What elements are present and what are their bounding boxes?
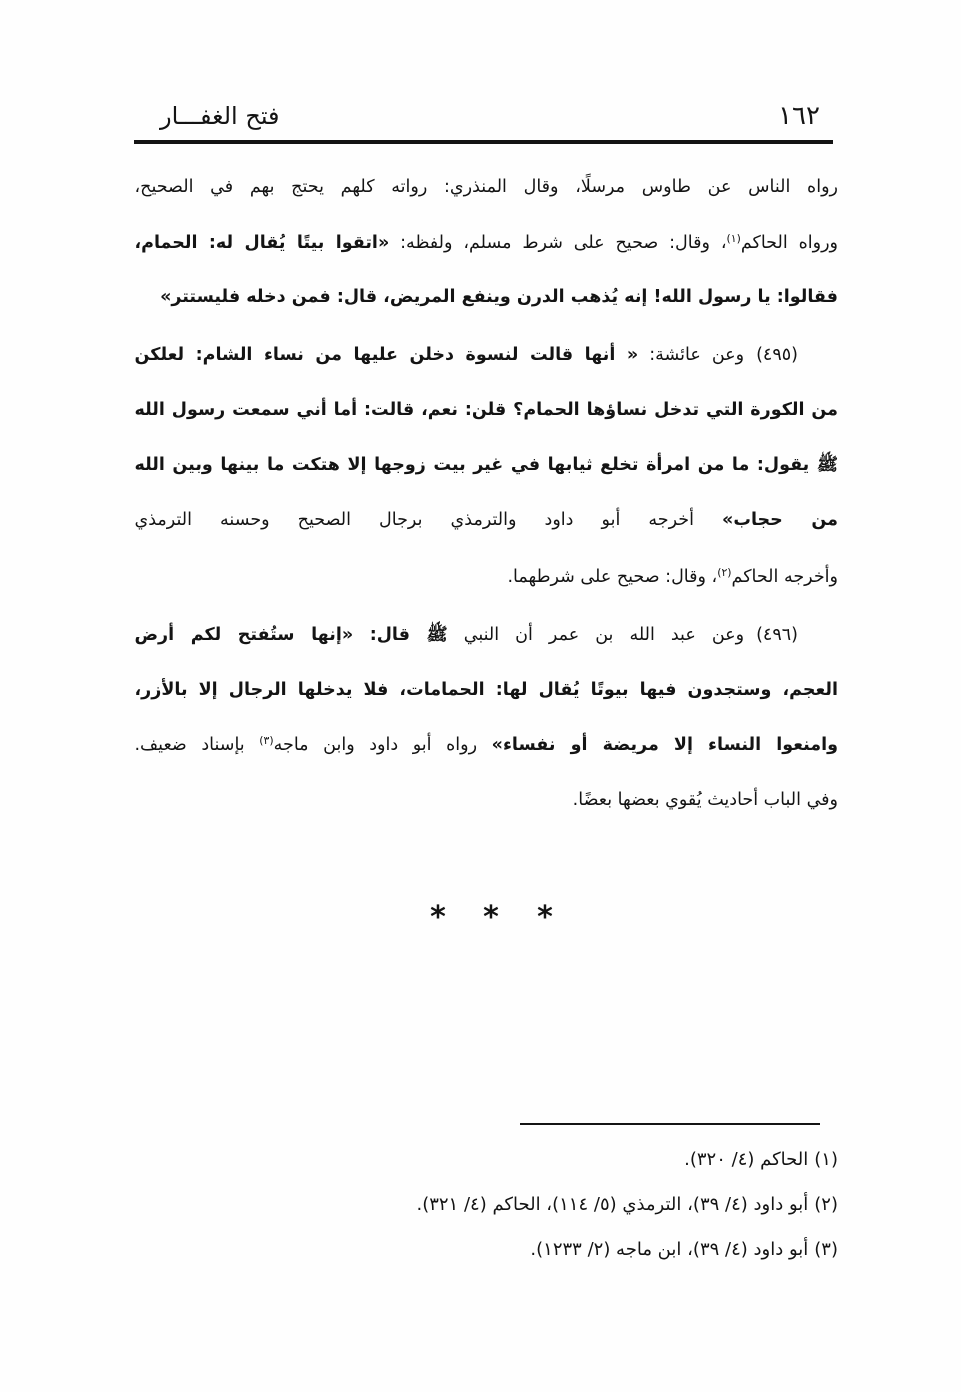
- plain-text: رواه الناس عن طاوس مرسلًا، وقال المنذري: رواته كلهم يحتج بهم في الصحيح،: [134, 177, 838, 197]
- hadith-text: فقالوا: يا رسول الله! إنه يُذهب الدرن وينفع المريض، قال: فمن دخله فليستتر»: [160, 287, 838, 307]
- body-line: [133, 335, 838, 375]
- hadith-text: يقول: ما من امرأة تخلع ثيابها في غير بيت زوجها إلا هتكت ما بينها وبين الله: [134, 455, 817, 475]
- section-separator-asterisk: *: [483, 900, 499, 935]
- hadith-text: «اتقوا بيتًا يُقال له: الحمام،: [134, 233, 390, 253]
- footnote-text: أبو داود (٤/ ٣٩)، ابن ماجه (٢/ ١٢٣٣).: [530, 1239, 809, 1260]
- body-line: [133, 277, 838, 317]
- hadith-text: « أنها قالت لنسوة دخلن عليها من نساء الشام: لعلكن: [134, 345, 639, 365]
- hadith-number: (٤٩٦): [756, 625, 798, 645]
- footnote-marker: (٢): [814, 1194, 838, 1215]
- line-text: [135, 615, 799, 655]
- footnote: [133, 1232, 838, 1268]
- plain-text: بإسناد ضعيف.: [134, 735, 260, 755]
- footnote-separator-rule: [520, 1123, 820, 1125]
- line-text: [573, 780, 838, 820]
- line-text: [135, 670, 839, 710]
- plain-text: وأخرجه الحاكم: [731, 567, 838, 587]
- line-text: [134, 223, 838, 263]
- hadith-text: من الكورة التي تدخل نساؤها الحمام؟ قلن: نعم، قالت: أما أني سمعت رسول الله: [134, 400, 838, 420]
- running-title: فتح الغفـــار: [160, 102, 280, 130]
- body-line: [133, 725, 838, 765]
- plain-text: ، وقال: صحيح على شرطهما.: [507, 567, 718, 587]
- line-text: [135, 500, 839, 540]
- body-line: [133, 557, 838, 597]
- header-rule: [134, 140, 833, 144]
- footnote-marker: (٣): [814, 1239, 838, 1260]
- line-text: [135, 167, 839, 207]
- body-line: [133, 670, 838, 710]
- section-separator-asterisk: *: [430, 900, 446, 935]
- body-line: [133, 780, 838, 820]
- page-number: ١٦٢: [778, 101, 820, 131]
- line-text: [135, 335, 799, 375]
- plain-text: أخرجه أبو داود والترمذي برجال الصحيح وحسنه الترمذي: [134, 510, 723, 530]
- footnote-text-wrap: [684, 1142, 838, 1178]
- body-line: [133, 167, 838, 207]
- line-text: [135, 390, 839, 430]
- footnote-ref: (٢): [717, 566, 732, 580]
- honorific-glyph: ﷺ: [426, 625, 448, 645]
- footnote-text-wrap: [530, 1232, 838, 1268]
- hadith-text: العجم، وستجدون فيها بيوتًا يُقال لها: الحمامات، فلا يدخلها الرجال إلا بالأزر،: [134, 680, 838, 700]
- footnote: [133, 1142, 838, 1178]
- section-separator-asterisk: *: [537, 900, 553, 935]
- footnote: [133, 1187, 838, 1223]
- footnote-ref: (١): [726, 232, 741, 246]
- hadith-text: من حجاب»: [722, 510, 838, 530]
- footnote-text: الحاكم (٤/ ٣٢٠).: [684, 1149, 809, 1170]
- footnote-text-wrap: [416, 1187, 838, 1223]
- plain-text: رواه أبو داود وابن ماجه: [273, 735, 492, 755]
- body-line: [133, 445, 838, 485]
- plain-text: وعن عبد الله بن عمر أن النبي: [447, 625, 745, 645]
- line-text: [135, 445, 839, 485]
- plain-text: وفي الباب أحاديث يُقوي بعضها بعضًا.: [572, 790, 838, 810]
- body-line: [133, 500, 838, 540]
- line-text: [134, 725, 838, 765]
- hadith-text: قال: «إنها ستُفتح لكم أرض: [134, 625, 427, 645]
- footnote-marker: (١): [814, 1149, 838, 1170]
- footnote-ref: (٣): [259, 734, 274, 748]
- plain-text: ورواه الحاكم: [740, 233, 838, 253]
- body-line: [133, 223, 838, 263]
- body-line: [133, 615, 838, 655]
- plain-text: ، وقال: صحيح على شرط مسلم، ولفظه:: [389, 233, 727, 253]
- line-text: [160, 277, 838, 317]
- body-line: [133, 390, 838, 430]
- footnote-text: أبو داود (٤/ ٣٩)، الترمذي (٥/ ١١٤)، الحاكم (٤/ ٣٢١).: [416, 1194, 809, 1215]
- hadith-text: وامنعوا النساء إلا مريضة أو نفساء»: [491, 735, 838, 755]
- plain-text: وعن عائشة:: [638, 345, 745, 365]
- hadith-number: (٤٩٥): [756, 345, 798, 365]
- line-text: [507, 557, 838, 597]
- honorific-glyph: ﷺ: [816, 455, 838, 475]
